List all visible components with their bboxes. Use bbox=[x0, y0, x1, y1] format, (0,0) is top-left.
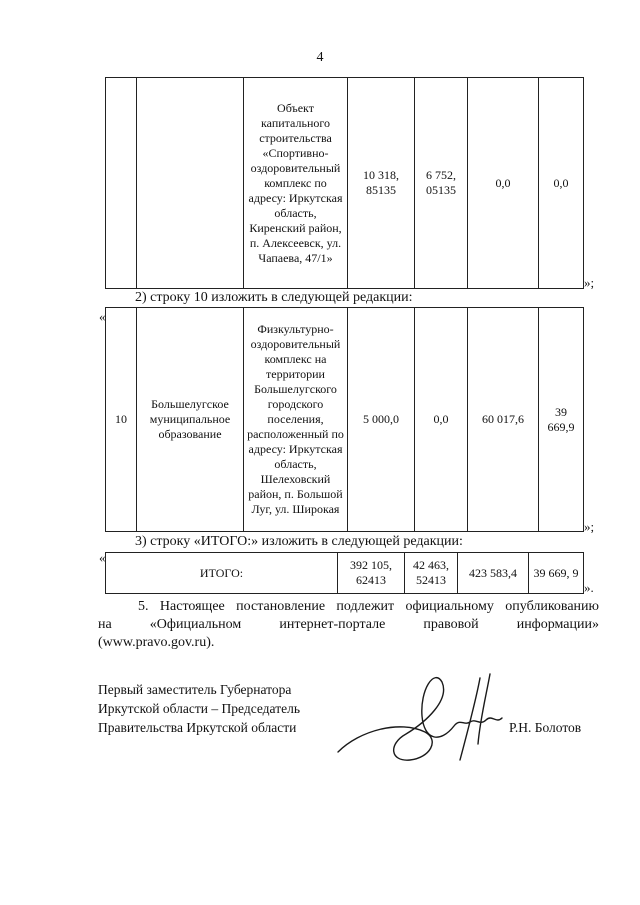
value-cell-6: 423 583,4 bbox=[458, 553, 529, 594]
value-cell-7: 0,0 bbox=[539, 78, 584, 289]
value-cell-6: 0,0 bbox=[468, 78, 539, 289]
num-cell: 10 bbox=[106, 308, 137, 532]
value-cell-5: 42 463, 52413 bbox=[405, 553, 458, 594]
municipality-cell bbox=[137, 78, 244, 289]
value-cell-6: 60 017,6 bbox=[468, 308, 539, 532]
close-quote-1: »; bbox=[584, 275, 595, 290]
municipality-cell: Большелугское муниципальное образование bbox=[137, 308, 244, 532]
close-quote-3: ». bbox=[584, 580, 594, 595]
object-name-cell: Объект капитального строительства «Спортивно-оздоровительный комплекс по адресу: Иркутская область, Киренский район, п. Алексеевск, ул. Чапаева, 47/1» bbox=[244, 78, 348, 289]
para5-line3: (www.pravo.gov.ru). bbox=[98, 635, 215, 650]
value-cell-7: 39 669,9 bbox=[539, 308, 584, 532]
handwritten-signature bbox=[330, 660, 530, 780]
signature-title-line3: Правительства Иркутской области bbox=[98, 720, 297, 735]
table-total bbox=[105, 552, 584, 594]
table-continuation bbox=[105, 77, 584, 289]
signature-title-line2: Иркутской области – Председатель bbox=[98, 701, 300, 716]
value-cell-4: 10 318, 85135 bbox=[348, 78, 415, 289]
num-cell bbox=[106, 78, 137, 289]
table-row bbox=[106, 78, 584, 289]
open-quote-2: « bbox=[99, 309, 106, 324]
value-cell-5: 0,0 bbox=[415, 308, 468, 532]
page-number: 4 bbox=[316, 50, 324, 65]
table-row bbox=[106, 308, 584, 532]
close-quote-2: »; bbox=[584, 519, 595, 534]
value-cell-4: 5 000,0 bbox=[348, 308, 415, 532]
para5-line1: 5. Настоящее постановление подлежит официальному опубликованию bbox=[138, 599, 599, 614]
open-quote-3: « bbox=[99, 550, 106, 565]
table-row bbox=[106, 553, 584, 594]
value-cell-7: 39 669, 9 bbox=[529, 553, 584, 594]
signer-name: Р.Н. Болотов bbox=[509, 720, 582, 735]
value-cell-5: 6 752, 05135 bbox=[415, 78, 468, 289]
instruction-3: 3) строку «ИТОГО:» изложить в следующей редакции: bbox=[135, 534, 463, 549]
instruction-2: 2) строку 10 изложить в следующей редакции: bbox=[135, 290, 413, 305]
object-name-cell: Физкультурно-оздоровительный комплекс на территории Большелугского городского поселения, расположенный по адресу: Иркутская область, Шелеховский район, п. Большой Луг, ул. Широкая bbox=[244, 308, 348, 532]
table-row-10 bbox=[105, 307, 584, 532]
total-label-cell: ИТОГО: bbox=[106, 553, 338, 594]
para5-line2: на «Официальном интернет-портале правовой информации» bbox=[98, 617, 599, 632]
value-cell-4: 392 105, 62413 bbox=[338, 553, 405, 594]
signature-title-line1: Первый заместитель Губернатора bbox=[98, 682, 292, 697]
